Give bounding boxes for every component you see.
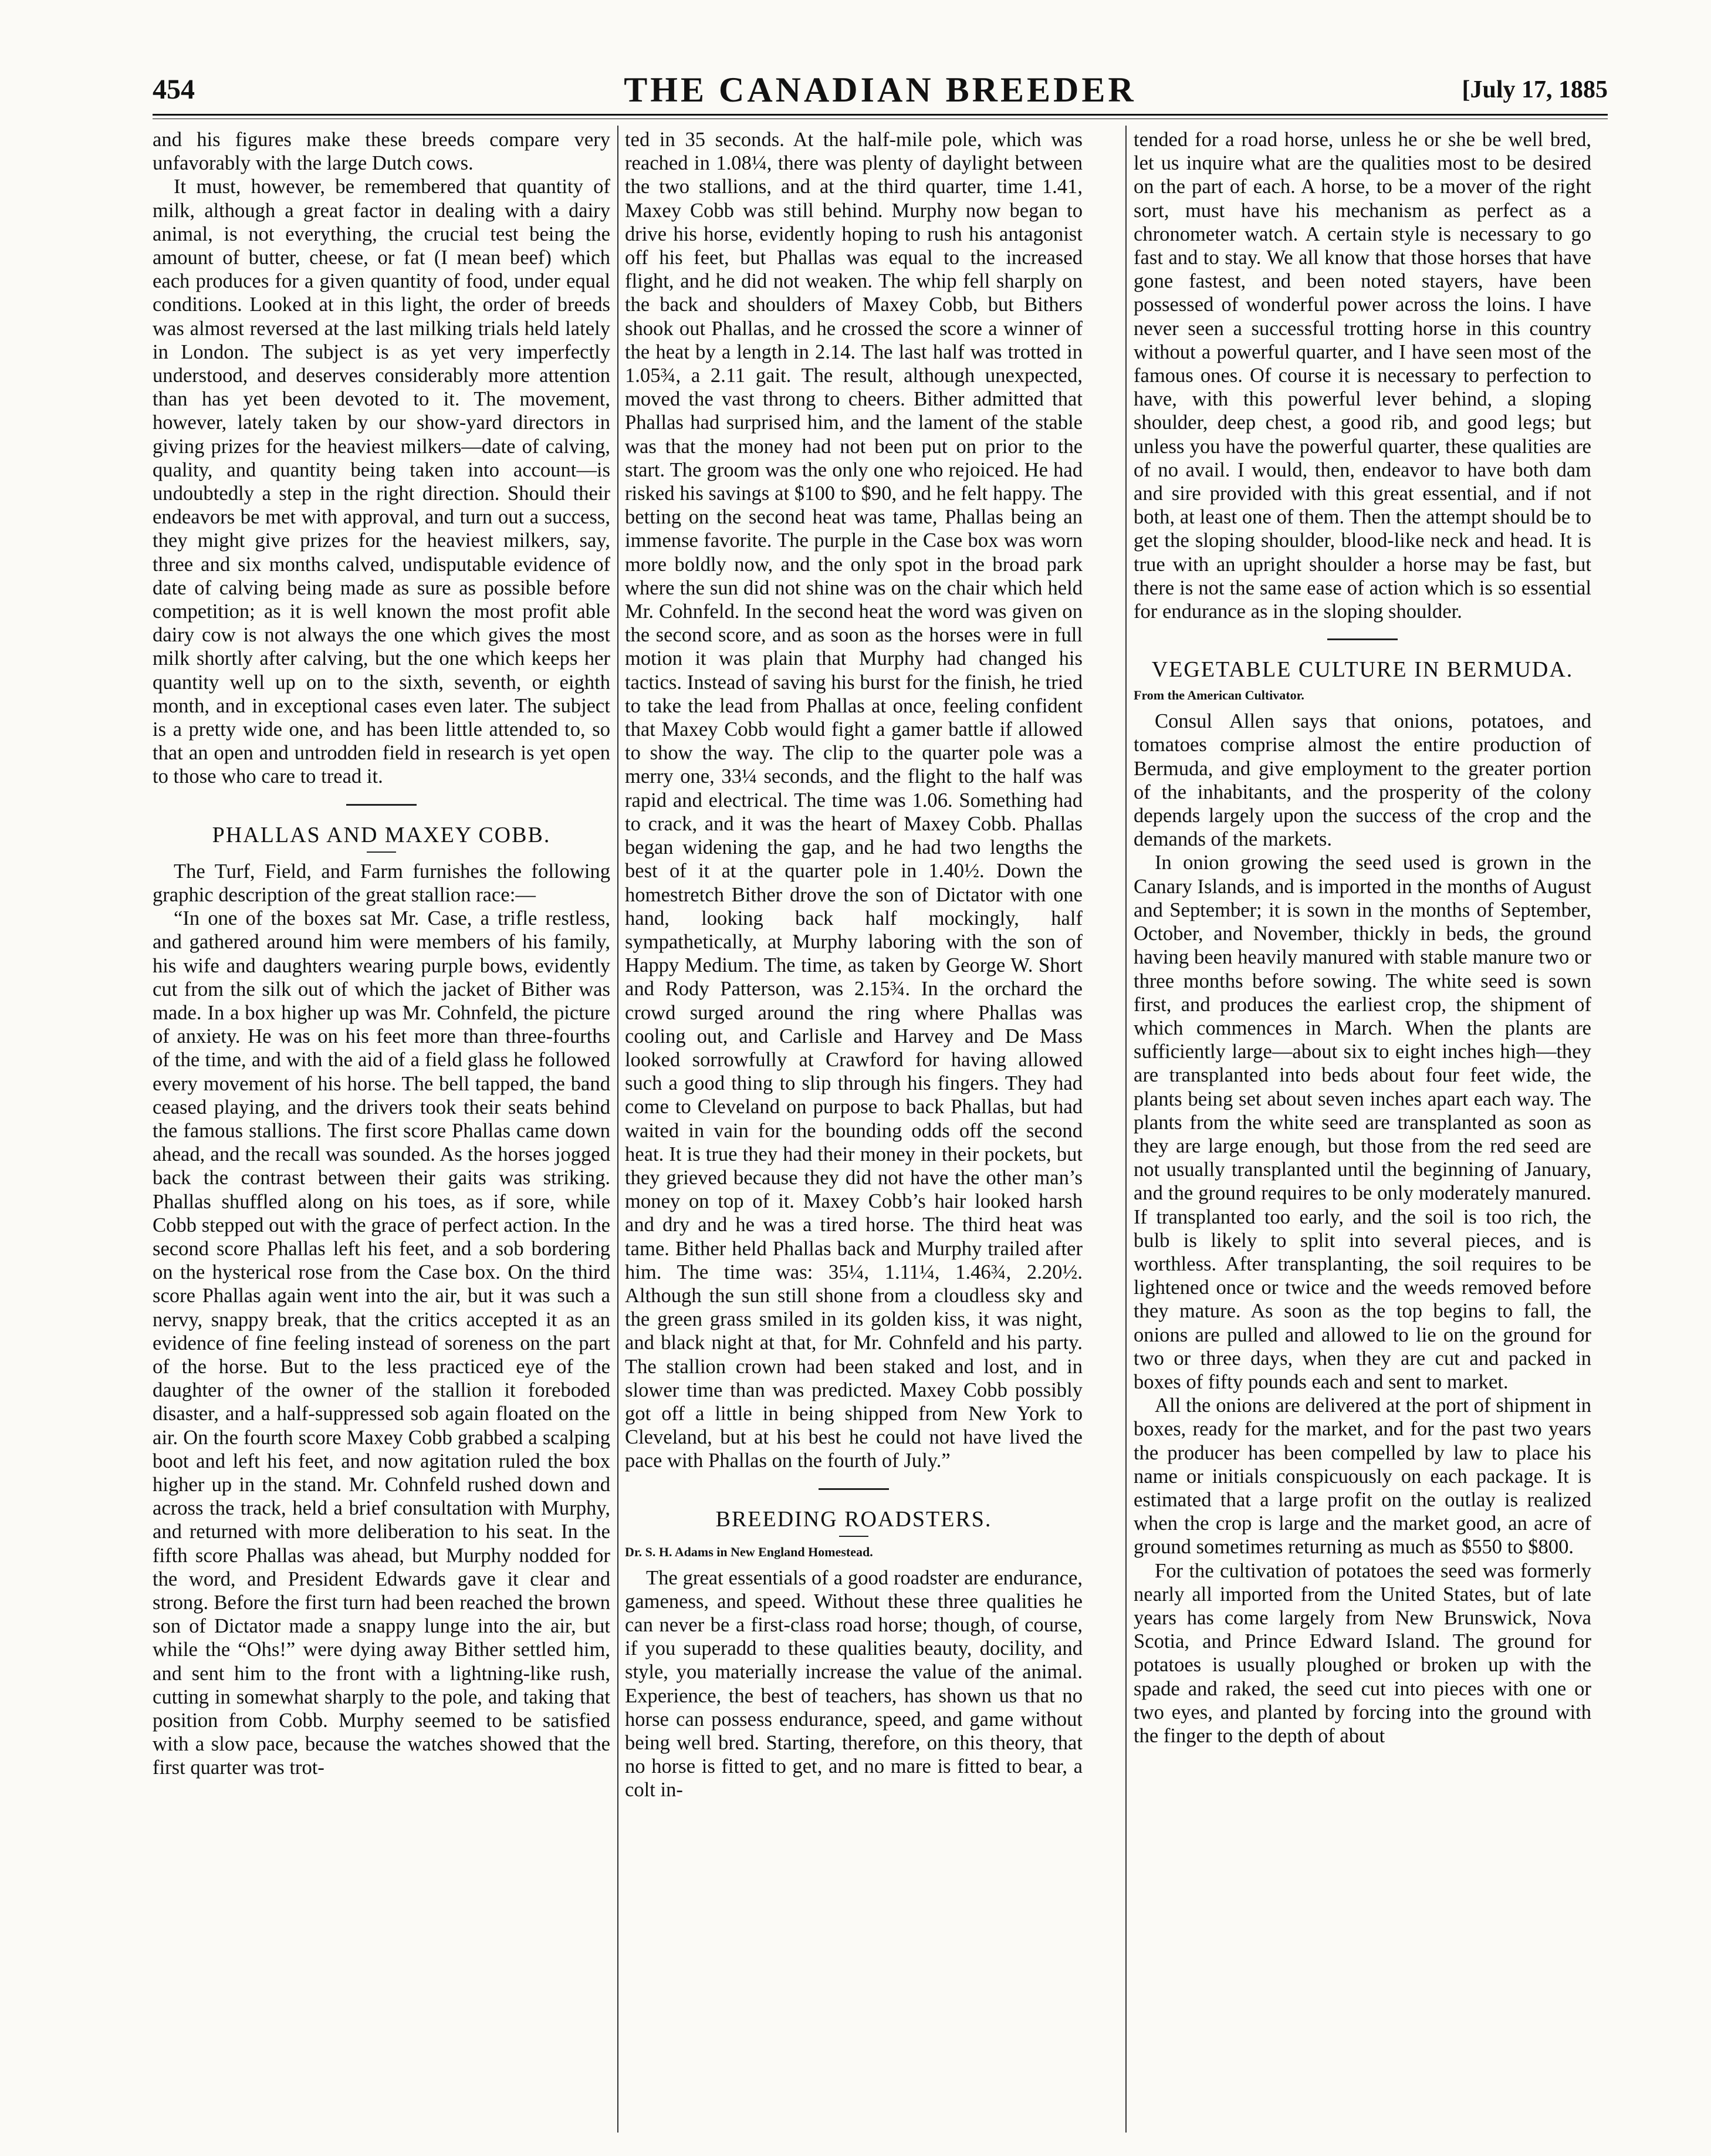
article-heading: BREEDING ROADSTERS. — [715, 1506, 992, 1532]
column-divider — [1125, 126, 1127, 2133]
column-2 — [625, 128, 1083, 2135]
paragraph: For the cultivation of potatoes the seed was formerly nearly all imported from the United States, but of late years has come largely from New Brunswick, Nova Scotia, and Prince Edward Island. The ground for potatoes is usually ploughed or broken up with the spade and raked, the seed cut into pieces with one or two eyes, and planted by forcing into the ground with the finger to the depth of about — [1134, 1559, 1591, 1747]
paragraph: All the onions are delivered at the port of shipment in boxes, ready for the market, and for the past two years the producer has been compelled by law to place his name or initials conspicuously on each package. It is estimated that a large profit on the outlay is realized when the crop is large and the market good, an acre of ground sometimes returning as much as $550 to $800. — [1134, 1394, 1591, 1559]
page-number: 454 — [153, 74, 195, 105]
newspaper-title: THE CANADIAN BREEDER — [624, 70, 1137, 109]
paragraph: In onion growing the seed used is grown in the Canary Islands, and is imported in the months of August and September; it is sown in the months of September, October, and November, thickly in beds, the ground having been heavily manured with stable manure two or three months before sowing. The white seed is sown first, and produces the earliest crop, the shipment of which commences in March. When the plants are sufficiently large—about six to eight inches high—they are transplanted into beds about four feet wide, the plants being set about seven inches apart each way. The plants from the white seed are transplanted as soon as they are large enough, but those from the red seed are not usually transplanted until the beginning of January, and the ground requires to be only moderately manured. If transplanted too early, and the soil is too rich, the bulb is likely to split into several pieces, and is worthless. After transplanting, the soil requires to be lightened once or twice and the weeds removed before they mature. As soon as the top begins to fall, the onions are pulled and allowed to lie on the ground for two or three days, when they are cut and packed in boxes of fifty pounds each and sent to market. — [1134, 851, 1591, 1393]
paragraph: The Turf, Field, and Farm furnishes the following graphic description of the great stallion race:— — [153, 860, 610, 906]
section-divider — [1327, 638, 1398, 640]
paragraph: It must, however, be remembered that quantity of milk, although a great factor in dealing with a dairy animal, is not everything, the crucial test being the amount of butter, cheese, or fat (I mean beef) which each produces for a given quantity of food, under equal conditions. Looked at in this light, the order of breeds was almost reversed at the last milking trials held lately in London. The subject is as yet very imperfectly understood, and deserves considerably more attention than has yet been devoted to it. The movement, however, lately taken by our show-yard directors in giving prizes for the heaviest milkers—date of calving, quality, and quantity being taken into account—is undoubtedly a step in the right direction. Should their endeavors be met with approval, and turn out a success, they might give prizes for the heaviest milkers, say, three and six months calved, undisputable evidence of date of calving being made as sure as possible before competition; as it is well known the most profit able dairy cow is not always the one which gives the most milk shortly after calving, but the one which keeps her quantity well up on to the sixth, seventh, or eighth month, and in exceptional cases even later. The subject is a pretty wide one, and has been little attended to, so that an open and untrodden field in research is yet open to those who care to tread it. — [153, 175, 610, 788]
article-source: Dr. S. H. Adams in New England Homestead. — [625, 1544, 873, 1559]
column-3 — [1134, 128, 1591, 2135]
article-heading: VEGETABLE CULTURE IN BERMUDA. — [1151, 657, 1574, 682]
paragraph: and his figures make these breeds compare very unfavorably with the large Dutch cows. — [153, 129, 610, 175]
issue-date: [July 17, 1885 — [1462, 76, 1608, 103]
article-source: From the American Cultivator. — [1134, 688, 1304, 703]
paragraph: tended for a road horse, unless he or she be well bred, let us inquire what are the qualities most to be desired on the part of each. A horse, to be a mover of the right sort, must have his mechanism as perfect as a chronometer watch. A certain style is necessary to go fast and to stay. We all know that those horses that have gone fastest, and been noted stayers, have been possessed of wonderful power across the loins. I have never seen a successful trotting horse in this country without a powerful quarter, and I have seen most of the famous ones. Of course it is necessary to perfection to have, with this powerful lever behind, a sloping shoulder, deep chest, a good rib, and good legs; but unless you have the powerful quarter, these qualities are of no avail. I would, then, endeavor to have both dam and sire provided with this great essential, and if not both, at least one of them. Then the attempt should be to get the sloping shoulder, blood-like neck and head. It is true with an upright shoulder a horse may be fast, but there is not the same ease of action which is so essential for endurance as in the sloping shoulder. — [1134, 129, 1591, 623]
paragraph: “In one of the boxes sat Mr. Case, a trifle restless, and gathered around him were members of his family, his wife and daughters wearing purple bows, evidently cut from the silk out of which the jacket of Bither was made. In a box higher up was Mr. Cohnfeld, the picture of anxiety. He was on his feet more than three-fourths of the time, and with the aid of a field glass he followed every movement of his horse. The bell tapped, the band ceased playing, and the drivers took their seats behind the famous stallions. The first score Phallas came down ahead, and the recall was sounded. As the horses jogged back the contrast between their gaits was striking. Phallas shuffled along on his toes, as if sore, while Cobb stepped out with the grace of perfect action. In the second score Phallas left his feet, and a sob bordering on the hysterical rose from the Case box. On the third score Phallas again went into the air, but it was such a nervy, snappy break, that the critics accepted it as an evidence of fine feeling instead of soreness on the part of the horse. But to the less practiced eye of the daughter of the owner of the stallion it foreboded disaster, and a half-suppressed sob again floated on the air. On the fourth score Maxey Cobb grabbed a scalping boot and left his feet, and now agitation ruled the box higher up in the stand. Mr. Cohnfeld rushed down and across the track, held a brief consultation with Murphy, and returned with more deliberation to his seat. In the fifth score Phallas was ahead, but Murphy nodded for the word, and President Edwards gave it clear and strong. Before the first turn had been reached the brown son of Dictator made a snappy lunge into the air, but while the “Ohs!” were dying away Bither settled him, and sent him to the front with a lightning-like rush, cutting in somewhat sharply to the pole, and taking that position from Cobb. Murphy seemed to be satisfied with a slow pace, because the watches showed that the first quarter was trot- — [153, 907, 610, 1779]
paragraph: The great essentials of a good roadster are endurance, gameness, and speed. Without these three qualities he can never be a first-class road horse; though, of course, if you superadd to these qualities beauty, docility, and style, you materially increase the value of the animal. Experience, the best of teachers, has shown us that no horse can possess endurance, speed, and game without being well bred. Starting, therefore, on this theory, that no horse is fitted to get, and no mare is fitted to bear, a colt in- — [625, 1566, 1083, 1802]
section-divider — [819, 1488, 889, 1490]
paragraph: ted in 35 seconds. At the half-mile pole, which was reached in 1.08¼, there was plenty of daylight between the two stallions, and at the third quarter, time 1.41, Maxey Cobb was still behind. Murphy now began to drive his horse, evidently hoping to rush his antagonist off his feet, but Phallas was equal to the increased flight, and he did not weaken. The whip fell sharply on the back and shoulders of Maxey Cobb, but Bithers shook out Phallas, and he crossed the score a winner of the heat by a length in 2.14. The last half was trotted in 1.05¾, a 2.11 gait. The result, although unexpected, moved the vast throng to cheers. Bither admitted that Phallas had surprised him, and the lament of the stable was that the money had not been put on prior to the start. The groom was the only one who rejoiced. He had risked his savings at $100 to $90, and he felt happy. The betting on the second heat was tame, Phallas being an immense favorite. The purple in the Case box was worn more boldly now, and the only spot in the broad park where the sun did not shine was on the chair which held Mr. Cohnfeld. In the second heat the word was given on the second score, and as soon as the horses were in full motion it was plain that Murphy had changed his tactics. Instead of saving his burst for the finish, he tried to take the lead from Phallas at once, feeling confident that Maxey Cobb would fight a gamer battle if allowed to show the way. The clip to the quarter pole was a merry one, 33¼ seconds, and the flight to the half was rapid and electrical. The time was 1.06. Something had to crack, and it was the heart of Maxey Cobb. Phallas began widening the gap, and he had two lengths the best of it at the quarter pole in 1.40½. Down the homestretch Bither drove the son of Dictator with one hand, looking back half mockingly, half sympathetically, at Murphy laboring with the son of Happy Medium. The time, as taken by George W. Short and Rody Patterson, was 2.15¾. In the orchard the crowd surged around the ring where Phallas was cooling out, and Carlisle and Harvey and De Mass looked sorrowfully at Crawford for having allowed such a good thing to slip through his fingers. They had come to Cleveland on purpose to back Phallas, but had waited in vain for the bounding odds off the second heat. It is true they had their money in their pockets, but they grieved because they did not have the other man’s money on top of it. Maxey Cobb’s hair looked harsh and dry and he was a tired horse. The third heat was tame. Bither held Phallas back and Murphy trailed after him. The time was: 35¼, 1.11¼, 1.46¾, 2.20½. Although the sun still shone from a cloudless sky and the green grass smiled in its golden kiss, it was night, and black night at that, for Mr. Cohnfeld and his party. The stallion crown had been staked and lost, and in slower time than was predicted. Maxey Cobb possibly got off a little in being shipped from New York to Cleveland, but at his best he could not have lived the pace with Phallas on the fourth of July.” — [625, 129, 1083, 1472]
paragraph: Consul Allen says that onions, potatoes, and tomatoes comprise almost the entire production of Bermuda, and give employment to the greater portion of the inhabitants, and the prosperity of the colony depends largely upon the success of the crop and the demands of the markets. — [1134, 710, 1591, 851]
header-rule — [153, 114, 1608, 116]
section-divider — [346, 804, 417, 806]
heading-rule — [839, 1536, 868, 1537]
column-divider — [617, 126, 618, 2133]
heading-rule — [367, 851, 396, 853]
column-1 — [153, 128, 610, 2135]
article-heading: PHALLAS AND MAXEY COBB. — [212, 822, 551, 847]
masthead — [153, 69, 1608, 110]
